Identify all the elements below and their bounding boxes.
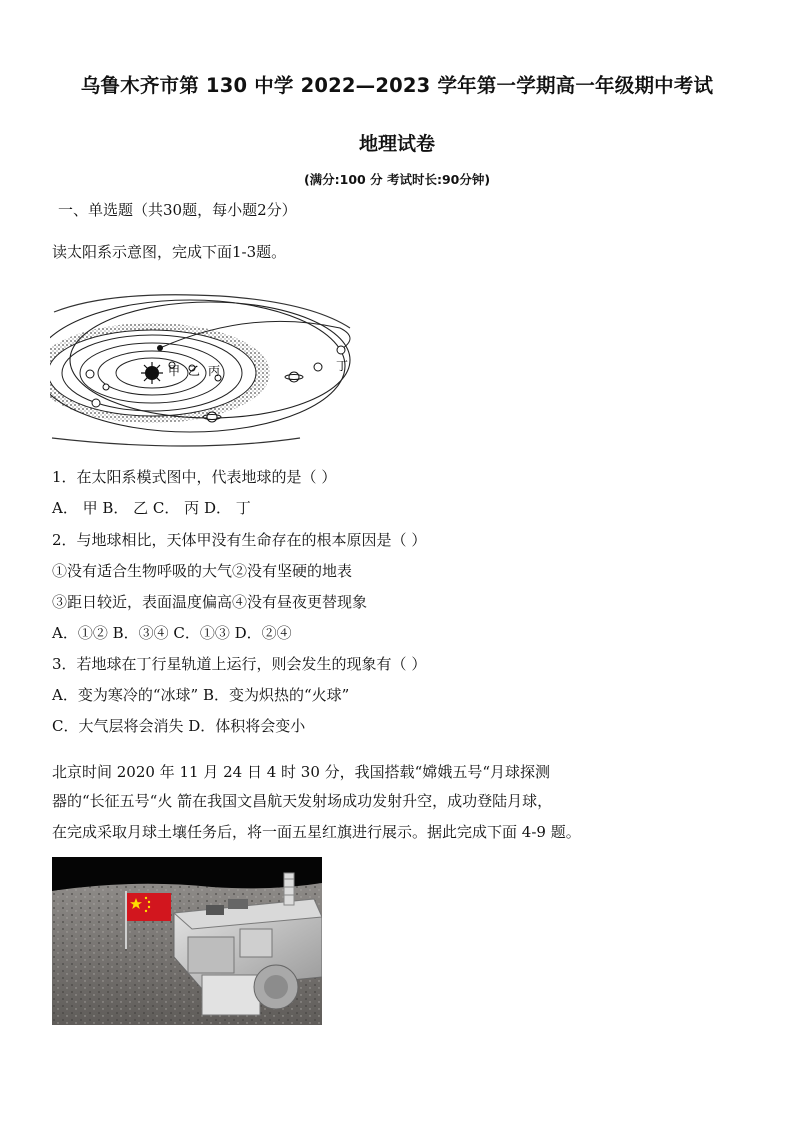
subject-title: 地理试卷 — [358, 133, 435, 155]
planet-icon — [157, 345, 163, 351]
q2-options: A．①② B．③④ C．①③ D．②④ — [52, 624, 292, 642]
q2-statement2: ③距日较近，表面温度偏高④没有昼夜更替现象 — [52, 593, 368, 611]
passage2-line3: 在完成采取月球土壤任务后，将一面五星红旗进行展示。据此完成下面 4-9 题。 — [52, 823, 581, 841]
passage2-line2: 器的“长征五号“火 箭在我国文昌航天发射场成功发射升空，成功登陆月球， — [52, 792, 553, 810]
planet-icon — [207, 412, 217, 422]
q1-stem: 1．在太阳系模式图中，代表地球的是（ ） — [52, 468, 337, 486]
planet-icon — [314, 363, 322, 371]
exam-title: 乌鲁木齐市第 130 中学 2022—2023 学年第一学期高一年级期中考试 — [80, 74, 714, 97]
q3-stem: 3．若地球在丁行星轨道上运行，则会发生的现象有（ ） — [52, 655, 427, 673]
label-jia: 甲 — [168, 364, 181, 378]
q3-options-2: C．大气层将会消失 D．体积将会变小 — [52, 717, 306, 735]
label-bing: 丙 — [208, 364, 221, 378]
planet-icon — [289, 372, 299, 382]
q1-options: A． 甲 B． 乙 C． 丙 D． 丁 — [52, 499, 251, 517]
label-yi: 乙 — [188, 364, 201, 378]
section-heading: 一、单选题（共30题，每小题2分） — [58, 201, 297, 219]
planet-icon — [337, 346, 345, 354]
planet-icon — [86, 370, 94, 378]
exam-info: (满分:100 分 考试时长:90分钟) — [303, 172, 491, 187]
label-ding: 丁 — [336, 359, 349, 373]
passage2-line1: 北京时间 2020 年 11 月 24 日 4 时 30 分，我国搭载“嫦娥五号“月球探测 — [52, 763, 550, 781]
planet-icon — [103, 384, 109, 390]
lunar-lander-photo — [52, 857, 322, 1025]
q3-options-1: A．变为寒冷的“冰球” B．变为炽热的“火球” — [52, 686, 350, 704]
passage1-intro: 读太阳系示意图，完成下面1-3题。 — [52, 243, 287, 261]
q2-statement1: ①没有适合生物呼吸的大气②没有坚硬的地表 — [52, 562, 353, 580]
sun-icon — [141, 362, 163, 384]
solar-system-diagram — [50, 288, 362, 450]
q2-stem: 2．与地球相比，天体甲没有生命存在的根本原因是（ ） — [52, 531, 427, 549]
planet-icon — [92, 399, 100, 407]
